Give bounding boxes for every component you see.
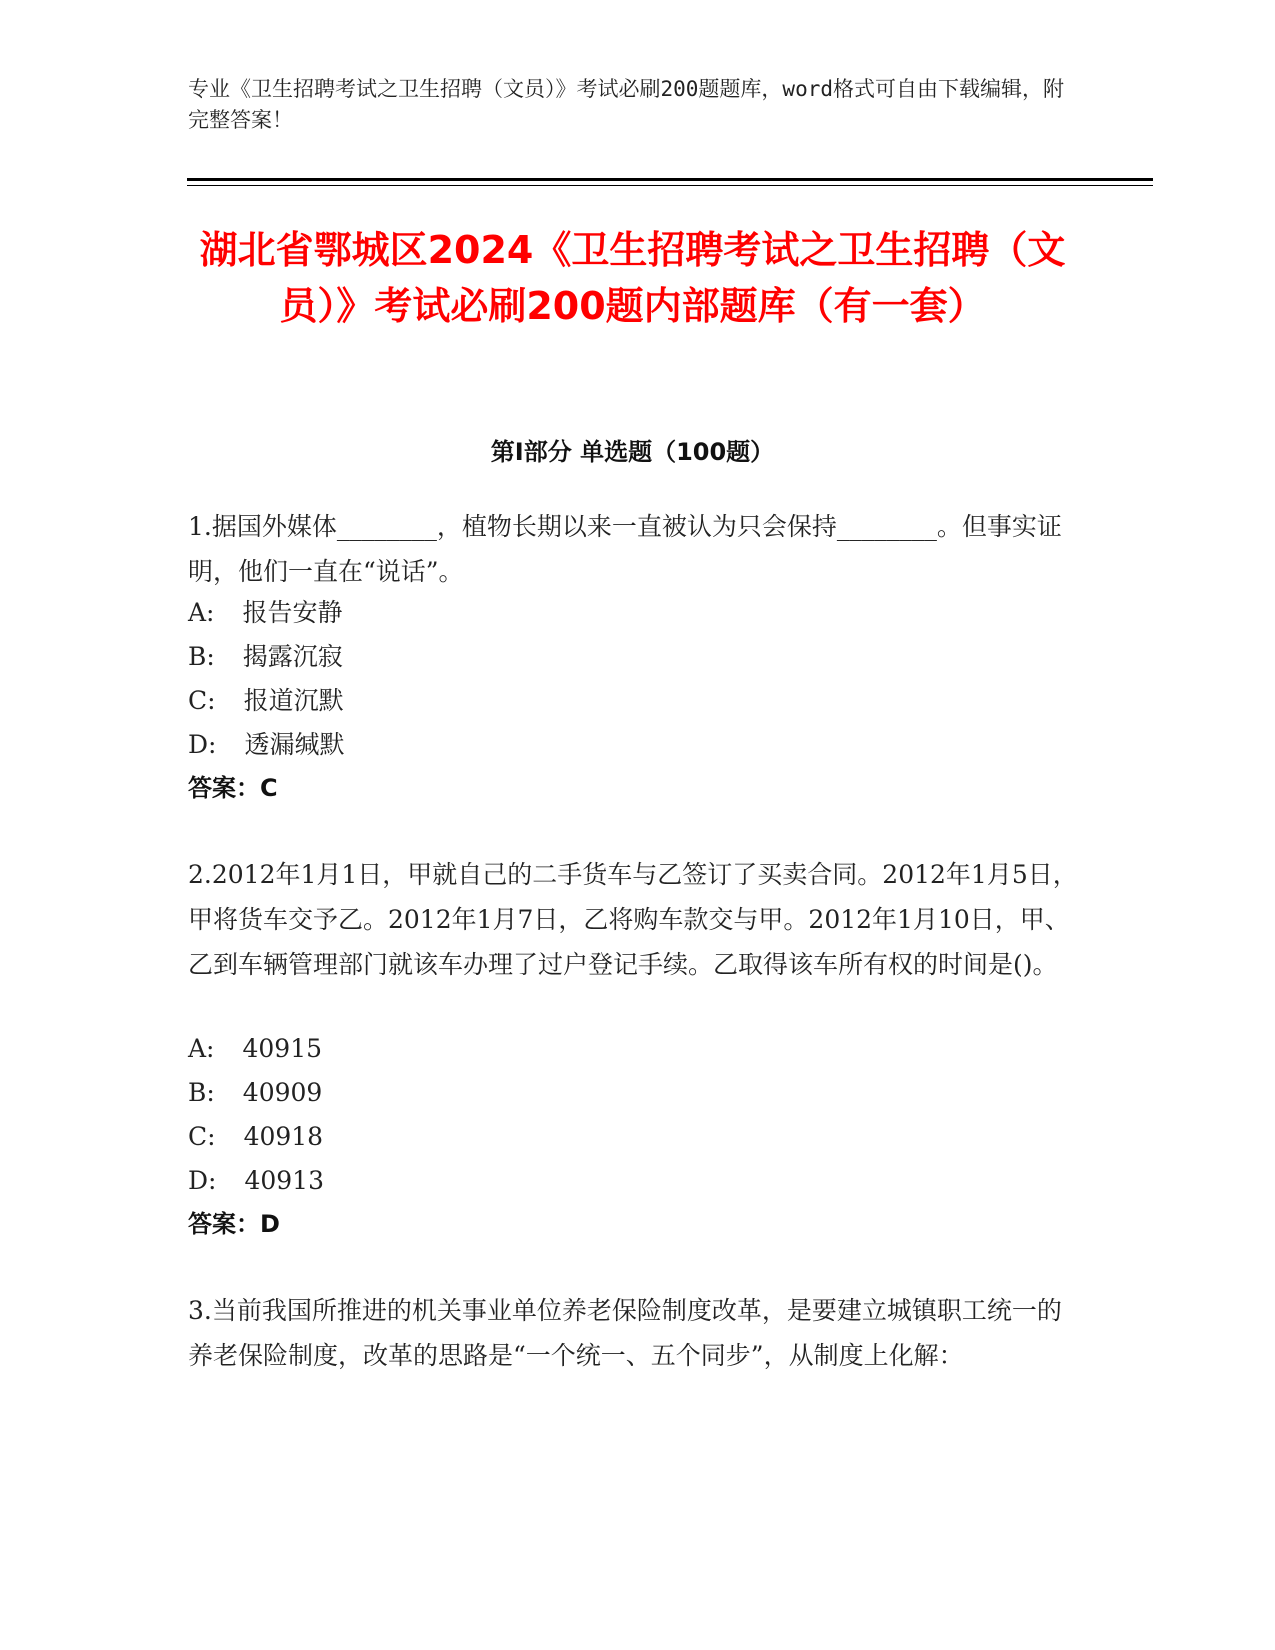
question-2-option-d bbox=[188, 1158, 1068, 1203]
question-2-option-a bbox=[188, 1026, 1068, 1071]
question-1-text: 1.据国外媒体________，植物长期以来一直被认为只会保持________。但事实证明，他们一直在“说话”。 bbox=[188, 512, 1062, 586]
option-letter: B: bbox=[188, 1078, 215, 1107]
answer-label: 答案： bbox=[188, 1210, 260, 1238]
question-1-option-c bbox=[188, 678, 1068, 723]
question-2-option-b bbox=[188, 1070, 1068, 1115]
option-letter: B: bbox=[188, 642, 215, 671]
question-1-option-d bbox=[188, 722, 1068, 767]
header-divider-thick bbox=[187, 178, 1153, 181]
answer-value: D bbox=[260, 1210, 280, 1238]
section-title: 第Ⅰ部分 单选题（100题） bbox=[490, 438, 775, 466]
option-text: 40913 bbox=[244, 1166, 324, 1195]
option-text: 40909 bbox=[242, 1078, 323, 1107]
option-letter: A: bbox=[188, 1034, 215, 1063]
document-title: 湖北省鄂城区2024《卫生招聘考试之卫生招聘（文员）》考试必刷200题内部题库（有一套） bbox=[199, 228, 1066, 328]
option-text: 揭露沉寂 bbox=[242, 642, 343, 671]
question-1-answer bbox=[188, 766, 788, 811]
header-note: 专业《卫生招聘考试之卫生招聘（文员）》考试必刷200题题库，word格式可自由下载编辑，附完整答案！ bbox=[188, 77, 1064, 132]
option-text: 40918 bbox=[243, 1122, 324, 1151]
question-1-option-b bbox=[188, 634, 1068, 679]
option-letter: C: bbox=[188, 1122, 216, 1151]
answer-value: C bbox=[260, 774, 278, 802]
question-2-answer bbox=[188, 1202, 788, 1247]
question-2-text: 2.2012年1月1日，甲就自己的二手货车与乙签订了买卖合同。2012年1月5日，甲将货车交予乙。2012年1月7日，乙将购车款交与甲。2012年1月10日，甲、乙到车辆管理部门就该车办理了过户登记手续。乙取得该车所有权的时间是()。 bbox=[188, 860, 1078, 979]
question-3-text: 3.当前我国所推进的机关事业单位养老保险制度改革，是要建立城镇职工统一的养老保险制度，改革的思路是“一个统一、五个同步”，从制度上化解： bbox=[188, 1296, 1062, 1370]
header-divider-thin bbox=[187, 185, 1153, 186]
option-letter: A: bbox=[188, 598, 215, 627]
option-letter: C: bbox=[188, 686, 216, 715]
question-1-option-a bbox=[188, 590, 1068, 635]
option-letter: D: bbox=[188, 730, 217, 759]
option-text: 透漏缄默 bbox=[244, 730, 345, 759]
option-text: 报道沉默 bbox=[243, 686, 344, 715]
option-text: 报告安静 bbox=[242, 598, 343, 627]
option-text: 40915 bbox=[242, 1034, 323, 1063]
option-letter: D: bbox=[188, 1166, 217, 1195]
answer-label: 答案： bbox=[188, 774, 260, 802]
question-2-option-c bbox=[188, 1114, 1068, 1159]
